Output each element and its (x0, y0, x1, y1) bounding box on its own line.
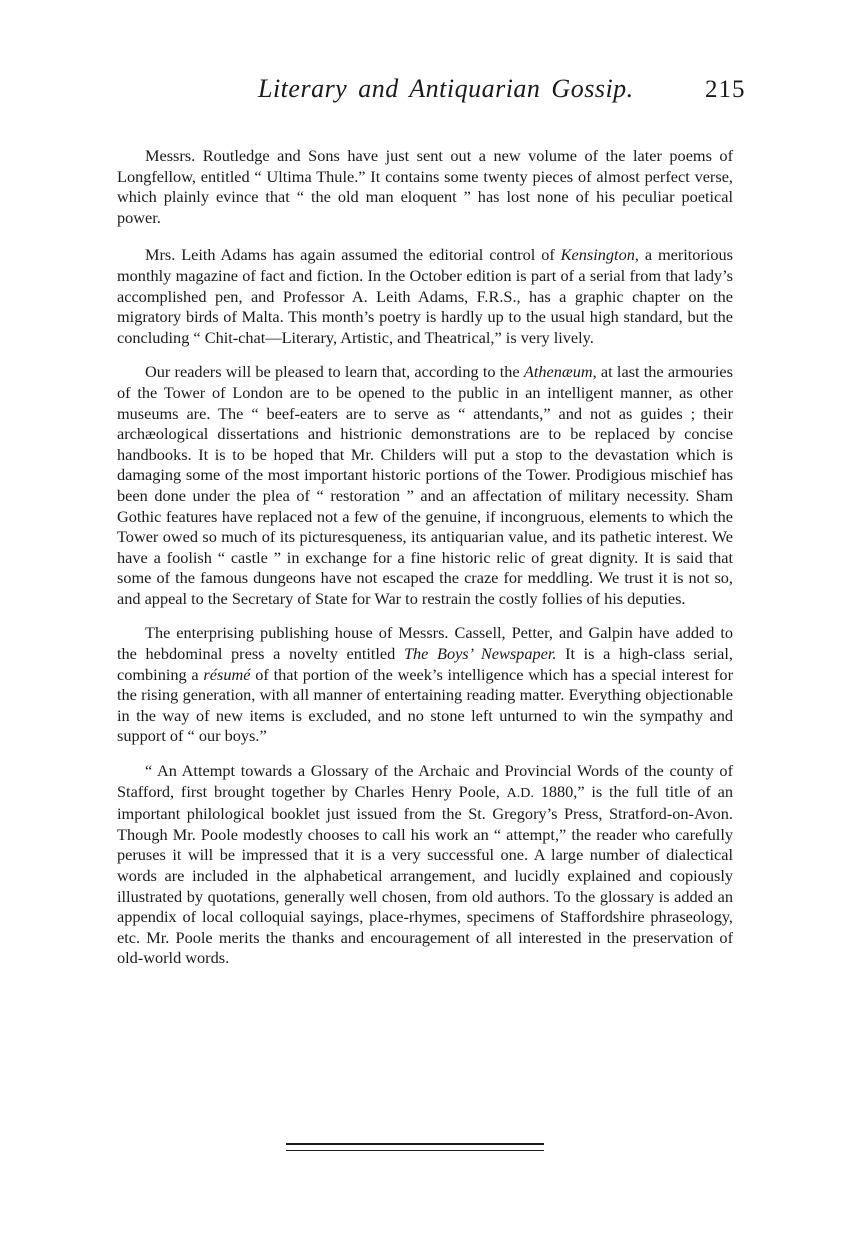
text-run: of that portion of the week’s intelligence which has a special interest for the rising generation, with all manner of entertaining reading matter. Everything objectionable in the way of new items is excluded, and no stone left unturned to win the sympathy and support of “ our boys.” (117, 664, 733, 746)
text-run: Our readers will be pleased to learn that, according to the (145, 362, 524, 382)
paragraph-boys-newspaper (117, 623, 733, 747)
paragraph-stafford-glossary (117, 761, 733, 969)
text-run: , at last the armouries of the Tower of London are to be opened to the public in an intelligent manner, as other museums are. The “ beef-eaters are to serve as “ attendants,” and not as guides ; their archæological dissertations and histrionic demonstrations are to be replaced by concise handbooks. It is to be hoped that Mr. Childers will put a stop to the devastation which is damaging some of the most important historic portions of the Tower. Prodigious mischief has been done under the plea of “ restoration ” and an affectation of military necessity. Sham Gothic features have replaced not a few of the genuine, if incongruous, elements to which the Tower owed so much of its picturesqueness, its antiquarian value, and its pathetic interest. We have a foolish “ castle ” in exchange for a fine historic relic of great dignity. It is said that some of the famous dungeons have not escaped the craze for meddling. We trust it is not so, and appeal to the Secretary of State for War to restrain the costly follies of his deputies. (117, 362, 733, 608)
end-rule-thin (286, 1150, 544, 1151)
text-run: It is a high-class serial, combining a (117, 644, 733, 684)
text-run: The enterprising publishing house of Messrs. Cassell, Petter, and Galpin have added to the hebdominal press a novelty entitled (117, 623, 733, 664)
article-body (117, 146, 733, 983)
text-run: , a meritorious monthly magazine of fact and fiction. In the October edition is part of a serial from that lady’s accomplished pen, and Professor A. Leith Adams, F.R.S., has a graphic chapter on the migratory birds of Malta. This month’s poetry is hardly up to the usual high standard, but the concluding “ Chit-chat—Literary, Artistic, and Theatrical,” is very lively. (117, 245, 734, 347)
paragraph-tower-of-london (117, 362, 733, 609)
paragraph-kensington-magazine (117, 245, 733, 348)
running-head (0, 74, 852, 114)
text-run: Mrs. Leith Adams has again assumed the editorial control of (145, 245, 561, 265)
newspaper-title: The Boys’ Newspaper. (403, 644, 557, 664)
running-title: Literary and Antiquarian Gossip. (258, 74, 634, 103)
paragraph-routledge-longfellow: Messrs. Routledge and Sons have just sent out a new volume of the later poems of Longfellow, entitled “ Ultima Thule.” It contains some twenty pieces of almost perfect verse, which plainly evince that “ the old man eloquent ” has lost none of his peculiar poetical power. (117, 146, 733, 227)
magazine-title: Kensington (560, 245, 635, 265)
era-abbreviation: A.D. (506, 785, 534, 801)
journal-title: Athenæum (523, 362, 593, 382)
page-number: 215 (705, 76, 746, 103)
text-run: “ An Attempt towards a Glossary of the Archaic and Provincial Words of the county of Stafford, first brought together by Charles Henry Poole, (117, 761, 733, 801)
text-run: 1880,” is the full title of an important philological booklet just issued from the St. Gregory’s Press, Stratford-on-Avon. Though Mr. Poole modestly chooses to call his work an “ attempt,” the reader who carefully peruses it will be impressed that it is a very successful one. A large number of dialectical words are included in the alphabetical arrangement, and lucidly explained and copiously illustrated by quotations, generally well chosen, from old authors. To the glossary is added an appendix of local colloquial sayings, place-rhymes, specimens of Staffordshire phraseology, etc. Mr. Poole merits the thanks and encouragement of all interested in the preservation of old-world words. (117, 781, 733, 968)
end-rule-thick (286, 1143, 544, 1145)
italic-term: résumé (203, 664, 251, 684)
